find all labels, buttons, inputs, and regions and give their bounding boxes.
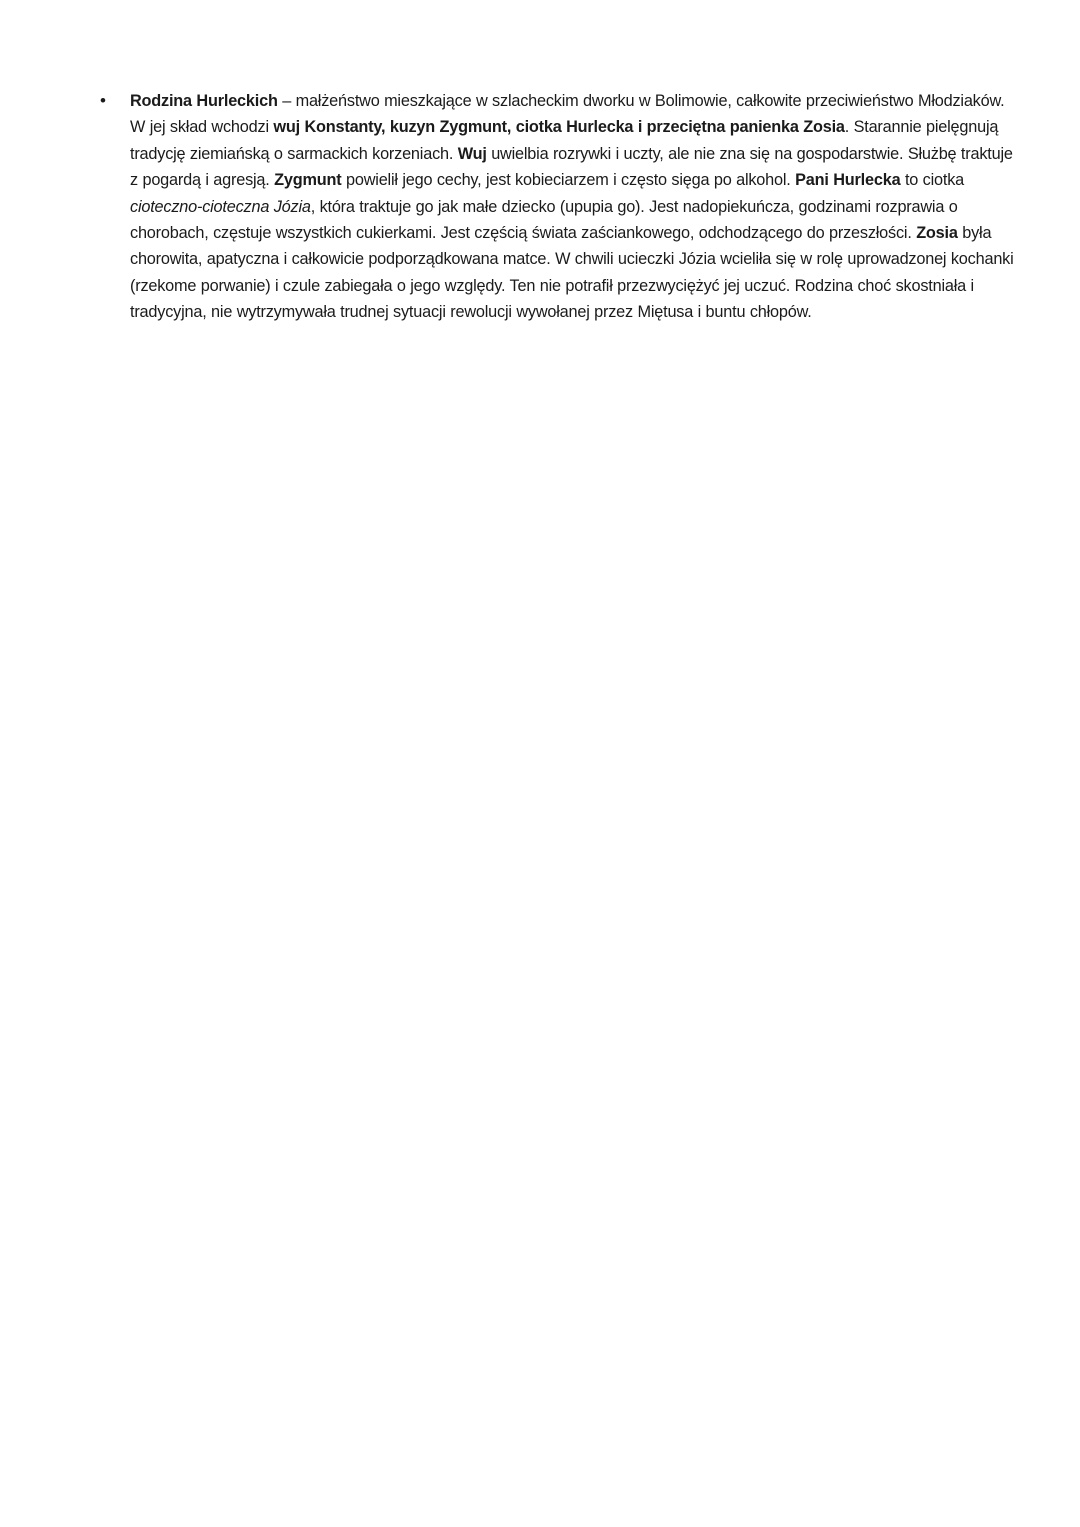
text-segment: Zygmunt [274,171,342,190]
text-segment: wuj Konstanty, kuzyn Zygmunt, ciotka Hurlecka i przeciętna panienka Zosia [273,118,845,137]
bullet-list [0,88,1018,326]
text-segment: . Starannie pielęgnują tradycję ziemiańską o sarmackich korzeniach. [130,118,999,163]
text-segment: Pani Hurlecka [795,171,901,190]
text-segment: Zosia [916,224,958,243]
text-segment: Wuj [457,144,487,163]
text-segment: – małżeństwo mieszkające w szlacheckim dworku w Bolimowie, całkowite przeciwieństwo Młodziaków. W jej skład wchodzi [130,92,1005,137]
text-segment: cioteczno-cioteczna Józia [130,197,311,216]
paragraph-text [130,88,1018,326]
text-segment: uwielbia rozrywki i uczty, ale nie zna się na gospodarstwie. Służbę traktuje z pogardą i agresją. [130,144,1013,190]
text-segment: to ciotka [900,171,964,190]
text-segment: Rodzina Hurleckich [130,92,278,110]
text-segment: , która traktuje go jak małe dziecko (upupia go). Jest nadopiekuńcza, godzinami rozprawia o chorobach, częstuje wszystkich cukierkami. Jest częścią świata zaściankowego, odchodzącego do przeszłości. [130,197,958,243]
bullet-marker: • [100,91,106,110]
list-item [0,88,1018,326]
text-segment: powielił jego cechy, jest kobieciarzem i często sięga po alkohol. [341,171,796,190]
text-segment: była chorowita, apatyczna i całkowicie podporządkowana matce. W chwili ucieczki Józia wcieliła się w rolę uprowadzonej kochanki (rzekome porwanie) i czule zabiegała o jego względy. Ten nie potrafił przezwyciężyć jej uczuć. Rodzina choć skostniała i tradycyjna, nie wytrzymywała trudnej sytuacji rewolucji wywołanej przez Miętusa i buntu chłopów. [130,224,1014,322]
